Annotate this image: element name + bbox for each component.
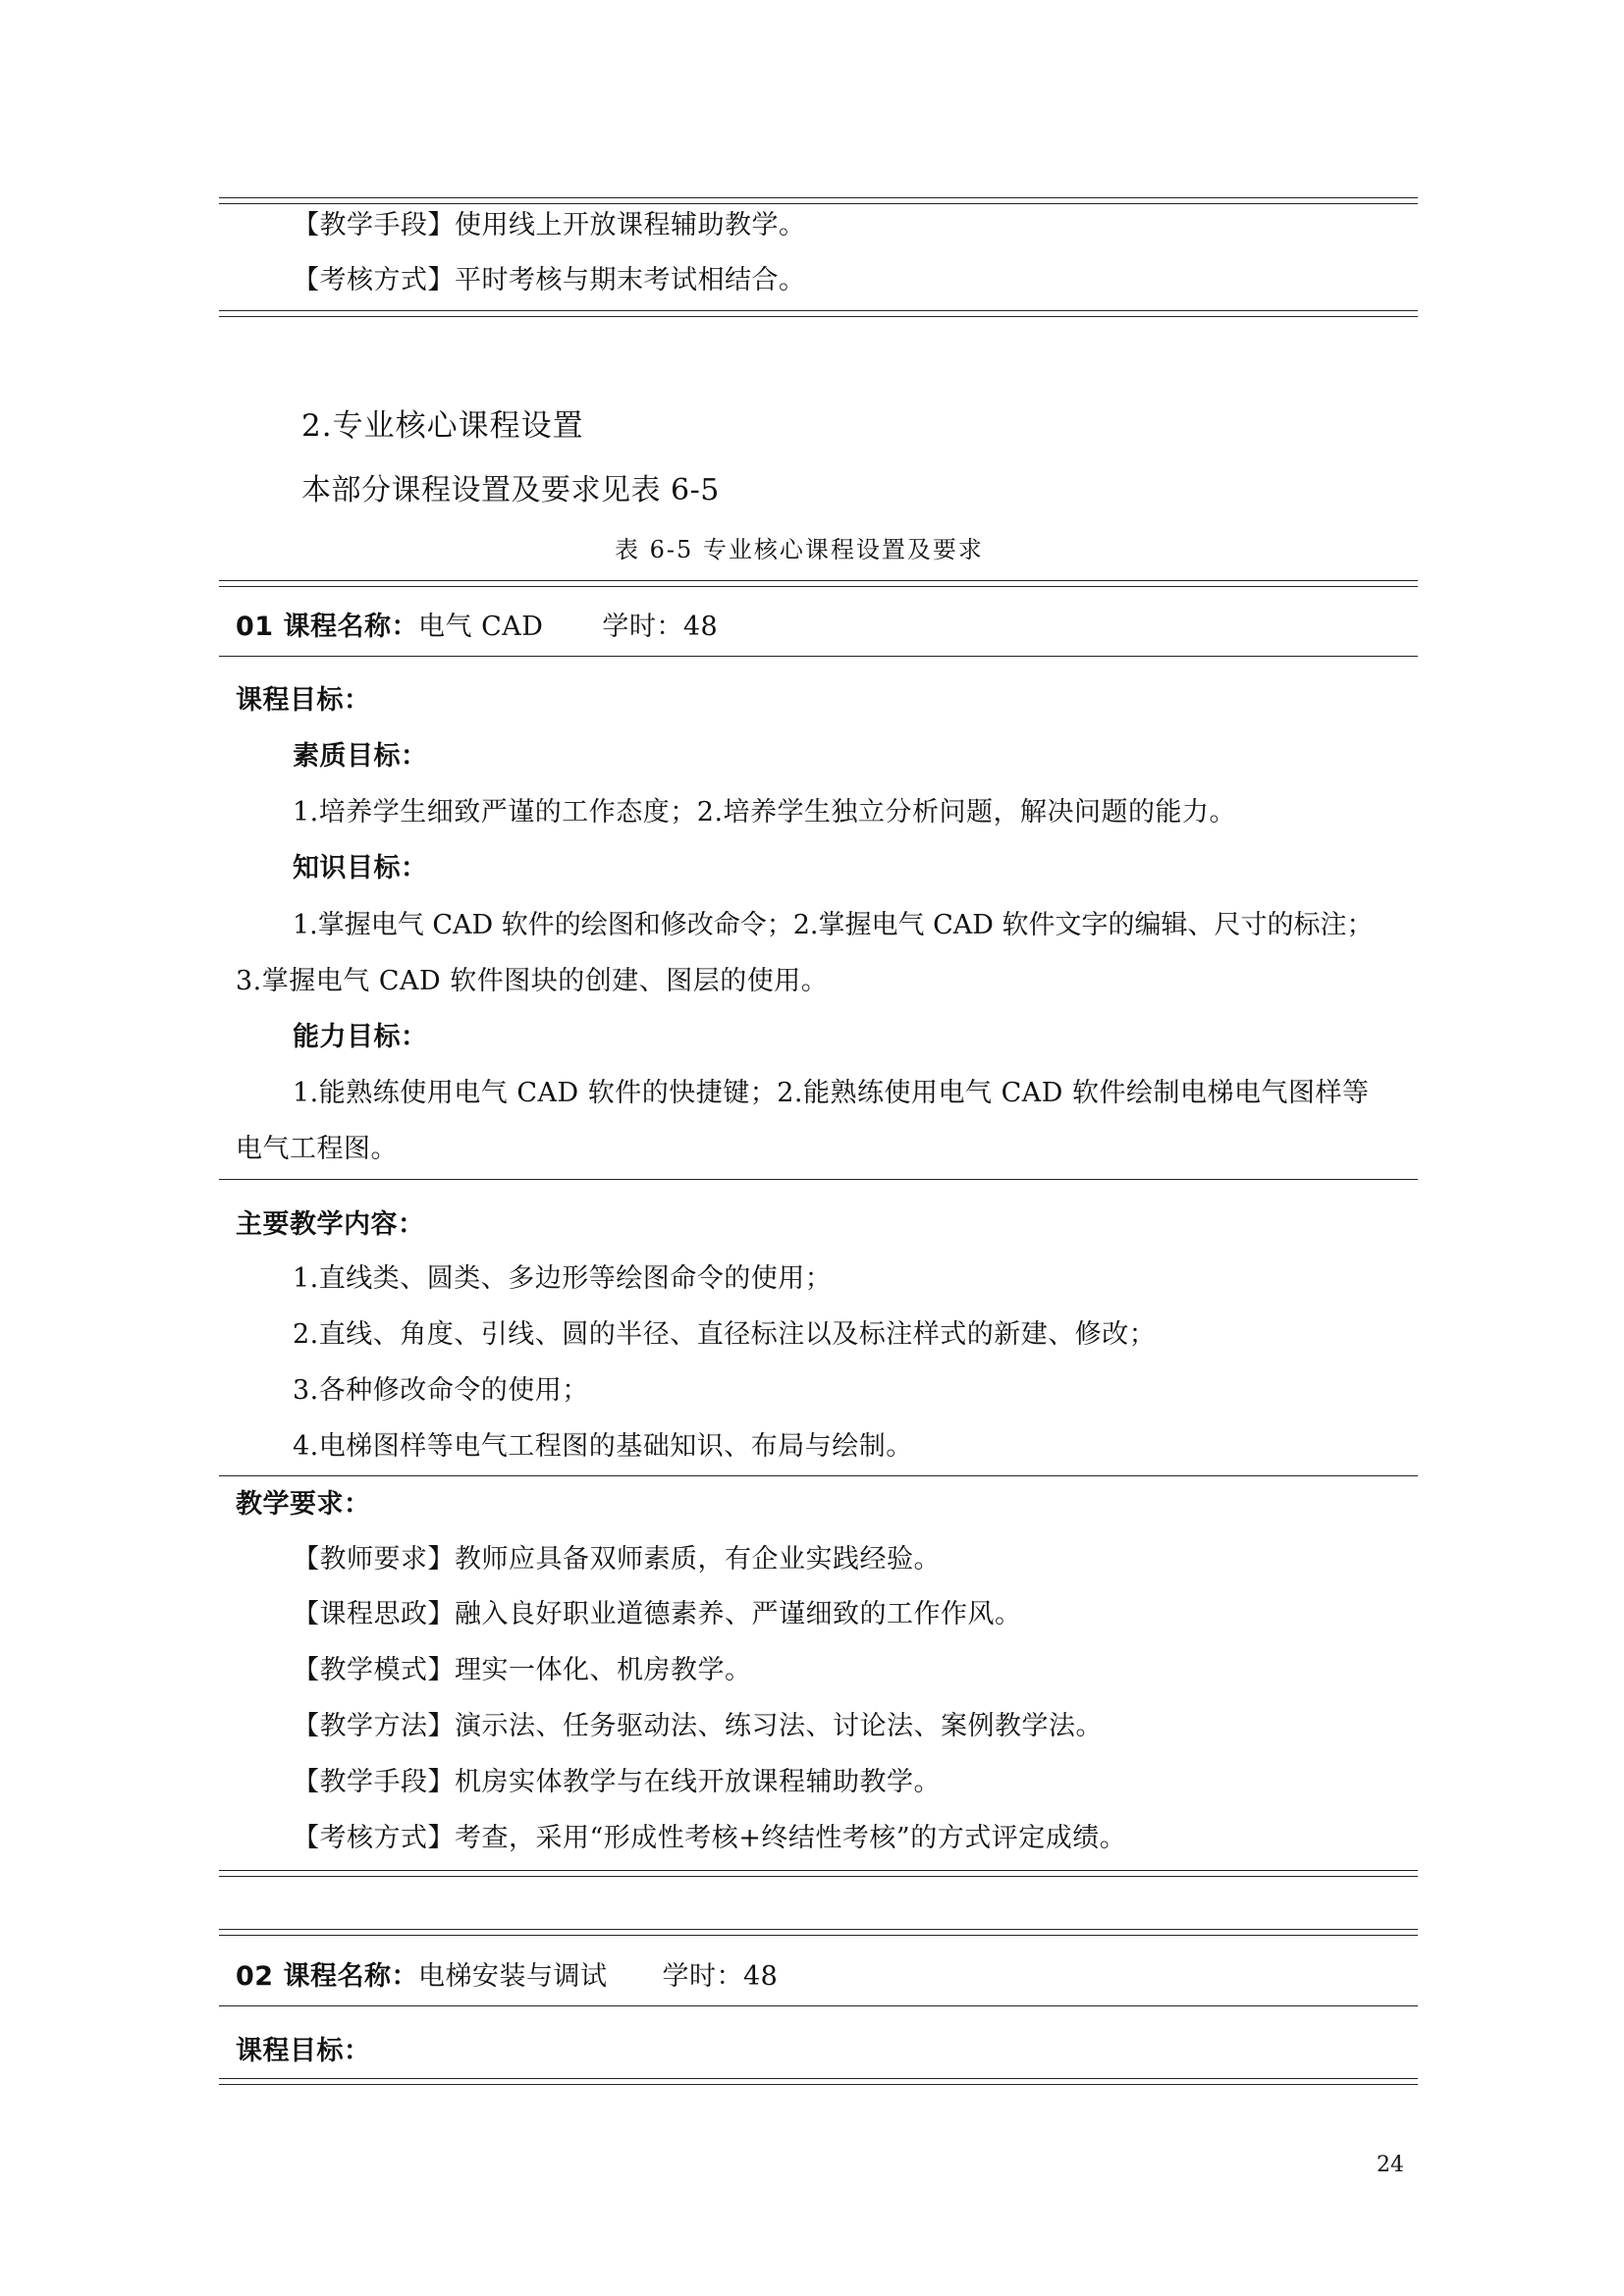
course1-name: 电气 CAD — [417, 612, 544, 642]
course2-name-label: 02 课程名称： — [236, 1961, 418, 1992]
table1-top-rule — [219, 580, 1418, 587]
course1-knowledge-label: 知识目标： — [293, 853, 428, 883]
course1-ability-label: 能力目标： — [293, 1022, 428, 1052]
top-line-teaching-means: 【教学手段】使用线上开放课程辅助教学。 — [293, 210, 806, 240]
course2-title-row — [236, 1954, 778, 1993]
course1-goals-label: 课程目标： — [236, 685, 371, 716]
top-line-assessment: 【考核方式】平时考核与期末考试相结合。 — [293, 265, 806, 295]
course1-quality-text: 1.培养学生细致严谨的工作态度；2.培养学生独立分析问题，解决问题的能力。 — [293, 797, 1237, 828]
course1-content-item: 3.各种修改命令的使用； — [293, 1375, 589, 1406]
course1-name-label: 01 课程名称： — [236, 612, 418, 642]
table1-row-divider — [219, 1475, 1418, 1476]
course2-name: 电梯安装与调试 — [417, 1961, 608, 1992]
course1-req-item: 【教师要求】教师应具备双师素质，有企业实践经验。 — [293, 1544, 941, 1575]
table1-row-divider — [219, 656, 1418, 657]
course1-req-item: 【课程思政】融入良好职业道德素养、严谨细致的工作作风。 — [293, 1599, 1022, 1629]
course1-content-item: 1.直线类、圆类、多边形等绘图命令的使用； — [293, 1263, 833, 1294]
course1-ability-line2: 电气工程图。 — [236, 1134, 398, 1164]
page-number: 24 — [1377, 2153, 1404, 2177]
course1-req-label: 教学要求： — [236, 1489, 371, 1520]
top-block-bottom-rule — [219, 310, 1418, 317]
table1-bottom-rule — [219, 1870, 1418, 1877]
course2-goals-label: 课程目标： — [236, 2036, 371, 2066]
course1-knowledge-line2: 3.掌握电气 CAD 软件图块的创建、图层的使用。 — [236, 966, 829, 996]
section-intro: 本部分课程设置及要求见表 6-5 — [301, 473, 720, 507]
course1-ability-line1: 1.能熟练使用电气 CAD 软件的快捷键；2.能熟练使用电气 CAD 软件绘制电梯电气图样等 — [293, 1078, 1370, 1108]
table1-row-divider — [219, 1179, 1418, 1180]
course1-knowledge-line1: 1.掌握电气 CAD 软件的绘图和修改命令；2.掌握电气 CAD 软件文字的编辑、尺寸的标注； — [293, 910, 1374, 940]
section-heading: 2.专业核心课程设置 — [301, 408, 584, 444]
table2-top-rule — [219, 1929, 1418, 1936]
course1-req-item: 【考核方式】考查，采用“形成性考核+终结性考核”的方式评定成绩。 — [293, 1823, 1127, 1853]
course1-content-item: 4.电梯图样等电气工程图的基础知识、布局与绘制。 — [293, 1431, 913, 1462]
course1-title-row — [236, 605, 718, 643]
course1-req-item: 【教学模式】理实一体化、机房教学。 — [293, 1655, 752, 1685]
course1-quality-label: 素质目标： — [293, 741, 428, 772]
course1-req-item: 【教学方法】演示法、任务驱动法、练习法、讨论法、案例教学法。 — [293, 1711, 1103, 1741]
course1-content-label: 主要教学内容： — [236, 1209, 425, 1240]
table2-row-divider — [219, 2005, 1418, 2006]
course1-req-item: 【教学手段】机房实体教学与在线开放课程辅助教学。 — [293, 1767, 941, 1797]
table2-bottom-rule — [219, 2078, 1418, 2085]
course1-content-item: 2.直线、角度、引线、圆的半径、直径标注以及标注样式的新建、修改； — [293, 1319, 1157, 1350]
table-caption: 表 6-5 专业核心课程设置及要求 — [615, 536, 984, 563]
course2-hours: 学时：48 — [662, 1961, 779, 1992]
course1-hours: 学时：48 — [602, 612, 719, 642]
